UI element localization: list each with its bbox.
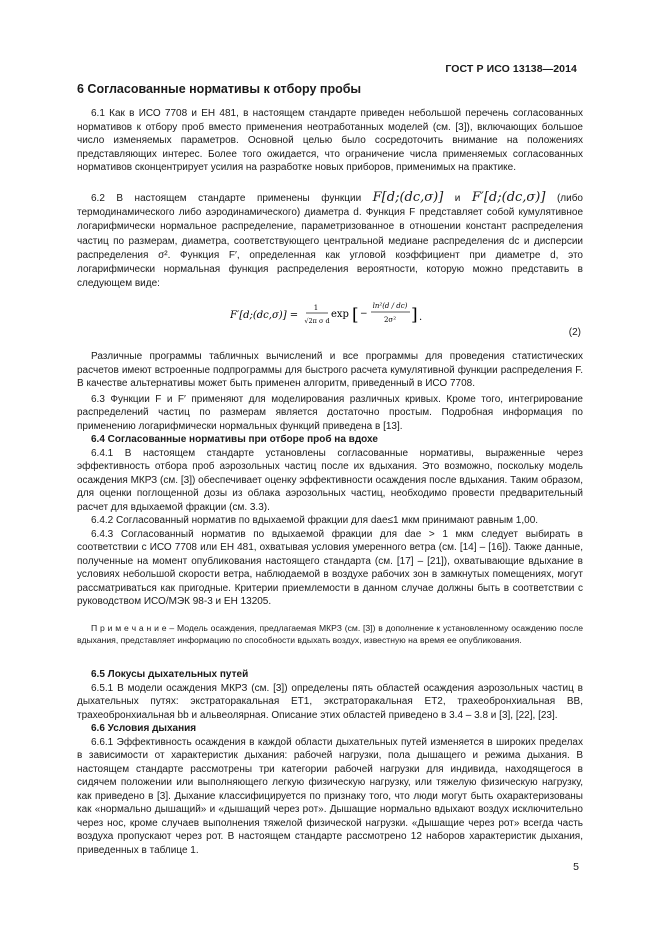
formula-coef-den: √2π σ d — [304, 317, 330, 325]
text-after-formula — [77, 350, 583, 609]
note-text: П р и м е ч а н и е – Модель осаждения, предлагаемая МКРЗ (см. [3]) в дополнение к установленному осаждению после вдыхания, представляет информацию по способности вдыхать воздух, известную на время ее опубликования. — [77, 623, 583, 645]
formula-minus: − — [360, 309, 368, 319]
formula-inner-den: 2σ² — [383, 316, 397, 324]
bracket-open: [ — [352, 305, 359, 325]
note-block — [77, 623, 583, 646]
paragraph-6-5-1: 6.5.1 В модели осаждения МКРЗ (см. [3]) определены пять областей осаждения аэрозольных частиц в дыхательных путях: экстраторакальная ET1, экстраторакальная ET2, трахеобронхиальная BB, трахеобронхиальная bb и альвеолярная. Описание этих областей приведено в 3.4 – 3.8 и [3], [22], [23]. — [77, 682, 583, 721]
equation-number: (2) — [568, 327, 581, 338]
paragraph-6-2-start: 6.2 В настоящем стандарте применены функции — [91, 193, 362, 204]
function-f: F[d;(dc,σ)] — [372, 190, 444, 205]
formula-lhs: F′[d;(dc,σ)] = — [230, 310, 299, 321]
section-6-1 — [77, 107, 583, 175]
section-6-2 — [77, 191, 583, 291]
bracket-close: ] — [411, 305, 418, 325]
page-number: 5 — [573, 861, 579, 873]
conjunction: и — [454, 193, 461, 204]
formula-svg — [230, 298, 430, 332]
subsection-6-5-title: 6.5 Локусы дыхательных путей — [91, 669, 249, 680]
function-f-prime: F′[d;(dc,σ)] — [471, 190, 546, 205]
paragraph-6-4-1: 6.4.1 В настоящем стандарте установлены согласованные нормативы, выраженные через эффективность отбора проб аэрозольных частиц после их вдыхания. Это возможно, поскольку модель осаждения МКРЗ (см. [3]) обеспечивает оценку эффективности осаждения после вдыхания. Таким образом, для оценки поглощенной дозы из облака аэрозольных частиц, необходимо провести предварительный расчет для вдыхаемой фракции (см. 3.3). — [77, 447, 583, 513]
paragraph-6-2-rest: (либо термодинамического либо аэродинамического) диаметра d. Функция F представляет собой кумулятивное логарифмически нормальное распределение, параметризованное в отношении констант распределения частиц по размерам, диаметра, соответствующего центральной медиане распределения dc и дисперсии распределения σ². Функция F′, определенная как угловой коэффициент при диаметре d, это логарифмически нормальная функция распределения вероятности, которую можно представить в следующем виде: — [77, 193, 583, 290]
paragraph-6-2 — [77, 191, 583, 291]
paragraph-6-3: 6.3 Функции F и F′ применяют для моделирования различных кривых. Кроме того, интегрирование распределений частиц по размерам является достаточно простым. Подробная информация по применению логарифмически нормальных функций приведена в [13]. — [77, 393, 583, 432]
subsection-6-4-title: 6.4 Согласованные нормативы при отборе проб на вдохе — [91, 434, 378, 445]
formula-coef-num: 1 — [313, 304, 319, 312]
paragraph-6-6-1: 6.6.1 Эффективность осаждения в каждой области дыхательных путей изменяется в широких пределах в зависимости от характеристик дыхания: рабочей нагрузки, пола дышащего и режима дыхания. В настоящем стандарте рассмотрены три категории рабочей нагрузки для индивида, находящегося в сидячем положении или выполняющего легкую физическую нагрузку, или тяжелую физическую нагрузку, как приведено в [3]. Дыхание классифицируется по признаку того, что люди могут быть охарактеризованы как «нормально дышащий» и «дышащий через рот». Дышащие нормально вдыхают воздух исключительно через нос, кроме случаев выполнения тяжелой физической нагрузки. «Дышащие через рот» всегда часть воздуха пропускают через рот. В настоящем стандарте рассмотрено 12 наборов характеристик дыхания, приведенных в таблице 1. — [77, 736, 583, 856]
paragraph-6-1: 6.1 Как в ИСО 7708 и ЕН 481, в настоящем стандарте приведен небольшой перечень согласованных нормативов к отбору проб вместо применения неотработанных моделей (см. [3]), включающих большое число изменяемых параметров. Основной целью было сосредоточить внимание на положениях представляющих интерес. Более того ожидается, что ограничение числа применяемых согласованных нормативов сконцентрирует усилия на разработке новых приборов, применимых на практике. — [77, 108, 583, 173]
section-6-5-6-6 — [77, 668, 583, 857]
subsection-6-6-title: 6.6 Условия дыхания — [91, 723, 197, 734]
paragraph-after-formula: Различные программы табличных вычислений и все программы для проведения статистических расчетов имеют встроенные подпрограммы для быстрого расчета кумулятивной функции распределения F. В качестве альтернативы может быть применен алгоритм, приведенный в ИСО 7708. — [77, 351, 583, 389]
formula-inner-num: ln²(d / dc) — [372, 302, 408, 310]
paragraph-6-4-3: 6.4.3 Согласованный норматив по вдыхаемой фракции для dae > 1 мкм следует выбирать в соответствии с ИСО 7708 или ЕН 481, охватывая условия умеренного ветра (см. [14] – [16]). Также данные, полученные на момент опубликования настоящего стандарта (см. [17] – [21]), охватывающие вдыхание в условиях небольшой скорости ветра, наблюдаемой в воздухе рабочих зон в замкнутых помещениях, могут рассматриваться как пригодные. Критерии приемлемости в данном случае должны быть в соответствии с руководством ИСО/МЭК 98-3 и ЕН 13205. — [77, 528, 583, 607]
section-title: 6 Согласованные нормативы к отбору пробы — [77, 82, 362, 96]
formula-period: . — [419, 312, 423, 323]
formula-exp: exp — [331, 309, 349, 320]
lognormal-formula — [230, 298, 430, 332]
document-header: ГОСТ Р ИСО 13138—2014 — [445, 63, 577, 75]
paragraph-6-4-2: 6.4.2 Согласованный норматив по вдыхаемой фракции для dae≤1 мкм принимают равным 1,00. — [91, 515, 539, 526]
